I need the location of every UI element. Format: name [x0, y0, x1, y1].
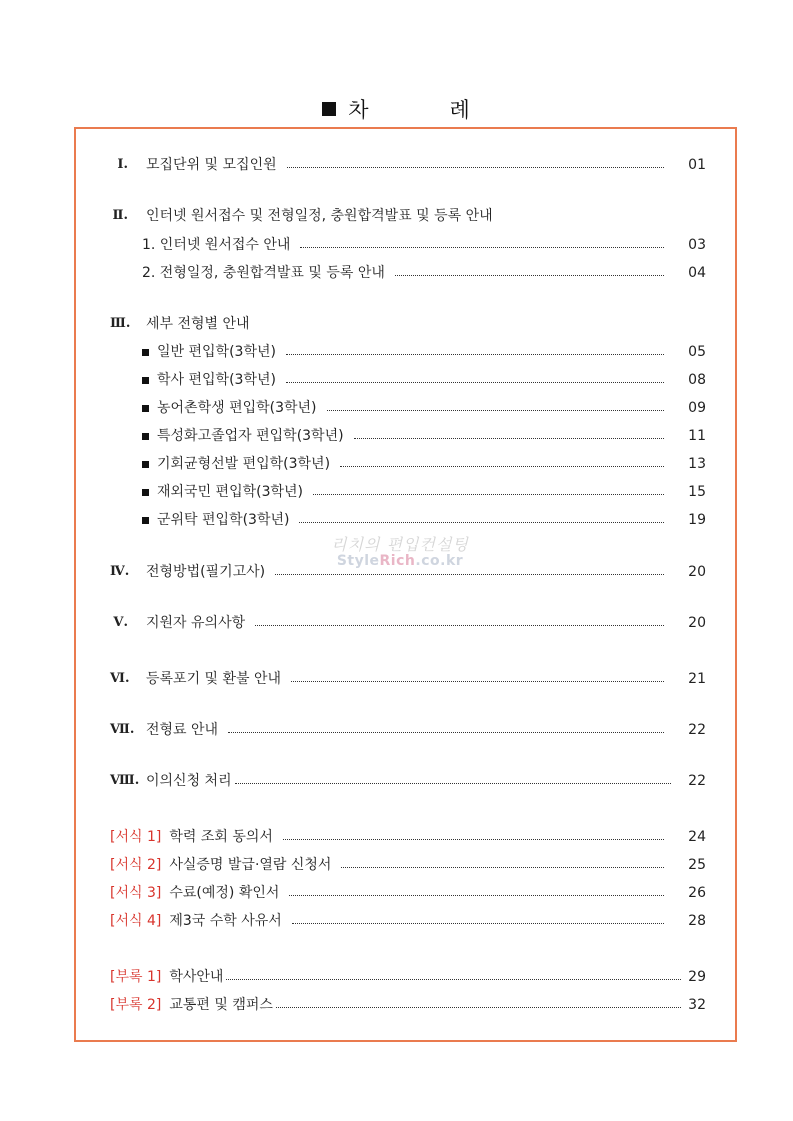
form-tag: [서식 2]	[110, 857, 162, 873]
toc-entry-s3-4[interactable]	[142, 425, 706, 447]
toc-entry-s2-1[interactable]	[142, 234, 706, 256]
entry-label: 전형방법(필기고사)	[146, 564, 266, 580]
title-char-2: 례	[449, 98, 471, 122]
toc-heading-s3[interactable]	[110, 313, 706, 335]
section-number: Ⅶ.	[110, 722, 135, 737]
bullet-square-icon	[142, 433, 149, 440]
page-number: 26	[688, 885, 706, 901]
section-number: Ⅵ.	[110, 671, 130, 686]
dot-leader	[286, 381, 664, 383]
page-number: 04	[688, 265, 706, 281]
bullet-square-icon	[142, 349, 149, 356]
section-number: Ⅴ.	[113, 615, 128, 630]
entry-label: 제3국 수학 사유서	[169, 913, 282, 929]
dot-leader	[300, 246, 664, 248]
form-tag: [서식 3]	[110, 885, 162, 901]
dot-leader	[327, 409, 664, 411]
page-number: 19	[688, 512, 706, 528]
dot-leader	[255, 624, 664, 626]
toc-entry-s3-2[interactable]	[142, 369, 706, 391]
entry-label: 이의신청 처리	[146, 773, 232, 789]
entry-label: 전형료 안내	[146, 722, 219, 738]
toc-entry-s5[interactable]	[110, 612, 706, 634]
bullet-square-icon	[142, 377, 149, 384]
page-number: 01	[688, 157, 706, 173]
page-number: 13	[688, 456, 706, 472]
entry-label: 기회균형선발 편입학(3학년)	[157, 456, 331, 472]
entry-label: 학사 편입학(3학년)	[157, 372, 276, 388]
dot-leader	[291, 680, 664, 682]
page-number: 20	[688, 564, 706, 580]
toc-entry-s8[interactable]	[110, 770, 706, 792]
toc-heading-s2[interactable]	[110, 205, 706, 227]
form-tag: [서식 4]	[110, 913, 162, 929]
dot-leader	[289, 894, 664, 896]
appendix-tag: [부록 2]	[110, 997, 162, 1013]
dot-leader	[283, 838, 664, 840]
watermark-url-a: Style	[336, 553, 380, 569]
toc-entry-s3-7[interactable]	[142, 509, 706, 531]
dot-leader	[228, 731, 664, 733]
page-number: 25	[688, 857, 706, 873]
entry-label: 모집단위 및 모집인원	[146, 157, 277, 173]
section-number: Ⅲ.	[110, 316, 131, 331]
entry-label: 수료(예정) 확인서	[169, 885, 280, 901]
page-number: 03	[688, 237, 706, 253]
dot-leader	[286, 353, 664, 355]
page-number: 08	[688, 372, 706, 388]
entry-label: 등록포기 및 환불 안내	[146, 671, 282, 687]
toc-entry-s7[interactable]	[110, 719, 706, 741]
title-char-1: 차	[348, 98, 370, 122]
title-square-icon	[322, 102, 336, 116]
page-number: 28	[688, 913, 706, 929]
page-number: 05	[688, 344, 706, 360]
dot-leader	[354, 437, 664, 439]
bullet-square-icon	[142, 461, 149, 468]
page-number: 15	[688, 484, 706, 500]
toc-entry-s1[interactable]	[110, 154, 706, 176]
section-number: Ⅷ.	[110, 773, 140, 788]
entry-label: 1. 인터넷 원서접수 안내	[142, 237, 291, 253]
toc-entry-s3-3[interactable]	[142, 397, 706, 419]
page-number: 32	[688, 997, 706, 1013]
page-number: 24	[688, 829, 706, 845]
bullet-square-icon	[142, 405, 149, 412]
watermark-url-b: Rich	[379, 553, 416, 569]
toc-form-3[interactable]	[110, 882, 706, 904]
toc-appendix-1[interactable]	[110, 966, 706, 988]
entry-label: 농어촌학생 편입학(3학년)	[157, 400, 317, 416]
toc-entry-s6[interactable]	[110, 668, 706, 690]
entry-label: 세부 전형별 안내	[146, 316, 250, 332]
dot-leader	[235, 782, 671, 784]
section-number: Ⅱ.	[112, 208, 128, 223]
form-tag: [서식 1]	[110, 829, 162, 845]
entry-label: 학사안내	[169, 969, 224, 985]
toc-entry-s3-5[interactable]	[142, 453, 706, 475]
dot-leader	[299, 521, 664, 523]
toc-form-4[interactable]	[110, 910, 706, 932]
entry-label: 학력 조회 동의서	[169, 829, 273, 845]
dot-leader	[341, 866, 664, 868]
appendix-tag: [부록 1]	[110, 969, 162, 985]
toc-form-2[interactable]	[110, 854, 706, 876]
bullet-square-icon	[142, 489, 149, 496]
dot-leader	[276, 1006, 681, 1008]
dot-leader	[340, 465, 664, 467]
entry-label: 인터넷 원서접수 및 전형일정, 충원합격발표 및 등록 안내	[146, 208, 493, 224]
section-number: Ⅳ.	[110, 564, 130, 579]
entry-label: 일반 편입학(3학년)	[157, 344, 276, 360]
entry-label: 지원자 유의사항	[146, 615, 246, 631]
toc-form-1[interactable]	[110, 826, 706, 848]
dot-leader	[395, 274, 664, 276]
page-number: 22	[688, 722, 706, 738]
watermark-korean: 리치의 편입컨설팅	[331, 535, 469, 554]
toc-entry-s4[interactable]	[110, 561, 706, 583]
toc-entry-s3-6[interactable]	[142, 481, 706, 503]
toc-entry-s2-2[interactable]	[142, 262, 706, 284]
page-number: 09	[688, 400, 706, 416]
page-number: 29	[688, 969, 706, 985]
section-number: Ⅰ.	[117, 157, 128, 172]
dot-leader	[292, 922, 664, 924]
dot-leader	[226, 978, 681, 980]
page-number: 11	[688, 428, 706, 444]
entry-label: 군위탁 편입학(3학년)	[157, 512, 290, 528]
dot-leader	[313, 493, 664, 495]
page-number: 21	[688, 671, 706, 687]
toc-appendix-2[interactable]	[110, 994, 706, 1016]
toc-entry-s3-1[interactable]	[142, 341, 706, 363]
dot-leader	[287, 166, 664, 168]
watermark-url-c: .co.kr	[415, 553, 464, 569]
page-number: 20	[688, 615, 706, 631]
entry-label: 재외국민 편입학(3학년)	[157, 484, 303, 500]
entry-label: 사실증명 발급·열람 신청서	[169, 857, 332, 873]
entry-label: 2. 전형일정, 충원합격발표 및 등록 안내	[142, 265, 385, 281]
entry-label: 교통편 및 캠퍼스	[169, 997, 273, 1013]
bullet-square-icon	[142, 517, 149, 524]
toc-title	[0, 94, 793, 124]
page-number: 22	[688, 773, 706, 789]
dot-leader	[275, 573, 664, 575]
entry-label: 특성화고졸업자 편입학(3학년)	[157, 428, 344, 444]
